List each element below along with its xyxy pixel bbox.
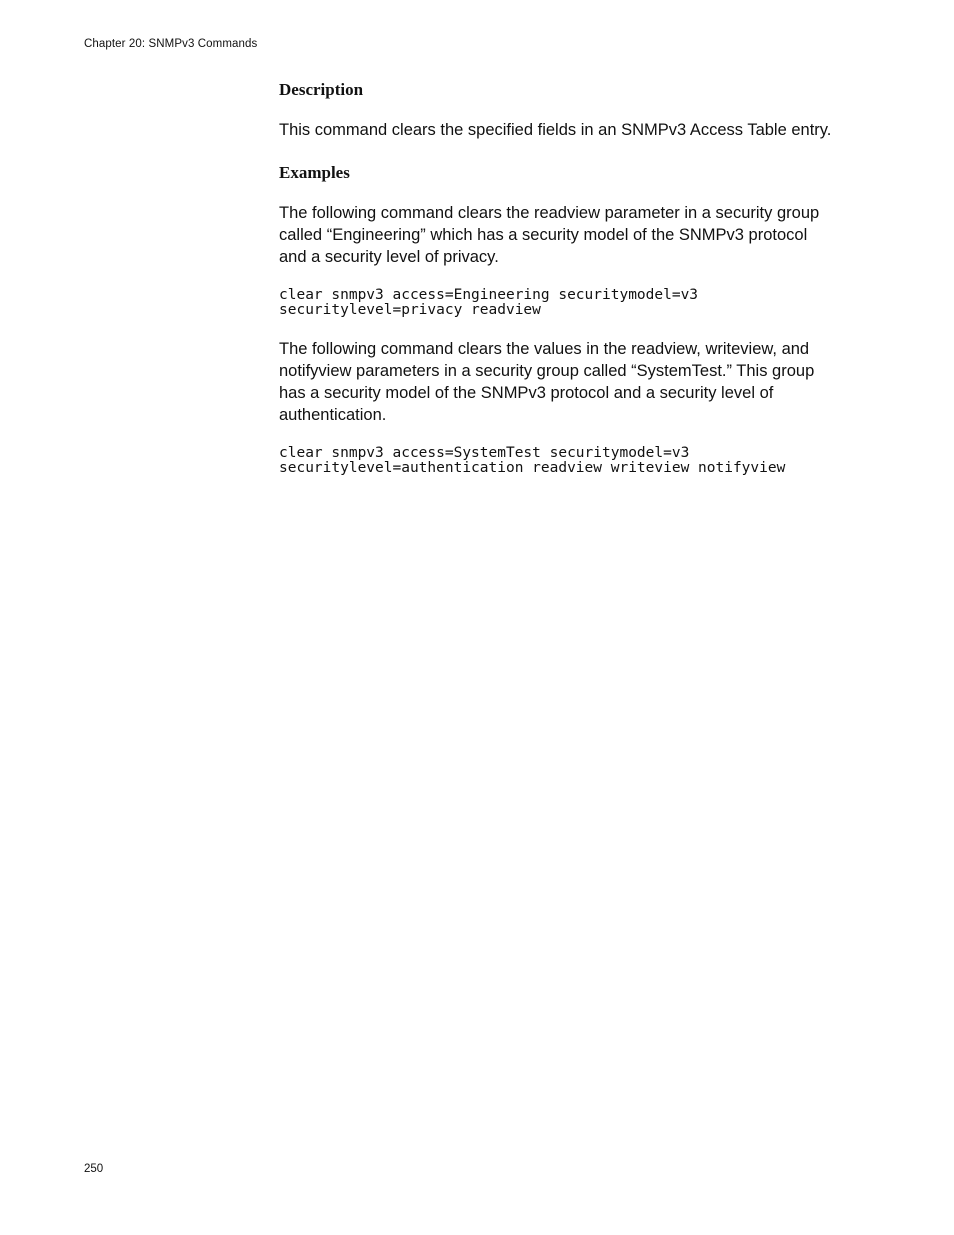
example-2-text: The following command clears the values in the readview, writeview, and notifyview parameters in a security group called “SystemTest.” This group has a security model of the SNMPv3 protocol and a security level of authentication. bbox=[279, 340, 815, 424]
running-header: Chapter 20: SNMPv3 Commands bbox=[84, 38, 258, 50]
page-number: 250 bbox=[84, 1163, 104, 1175]
description-heading: Description bbox=[279, 80, 364, 99]
example-1-text: The following command clears the readview parameter in a security group called “Engineering” which has a security model of the SNMPv3 protocol and a security level of privacy. bbox=[279, 204, 820, 266]
examples-heading: Examples bbox=[279, 163, 350, 182]
description-text: This command clears the specified fields in an SNMPv3 Access Table entry. bbox=[279, 121, 832, 139]
example-1-code: clear snmpv3 access=Engineering securitymodel=v3 securitylevel=privacy readview bbox=[279, 287, 699, 318]
main-content bbox=[279, 78, 839, 476]
example-2-code: clear snmpv3 access=SystemTest securitymodel=v3 securitylevel=authentication readview writeview notifyview bbox=[279, 445, 786, 476]
